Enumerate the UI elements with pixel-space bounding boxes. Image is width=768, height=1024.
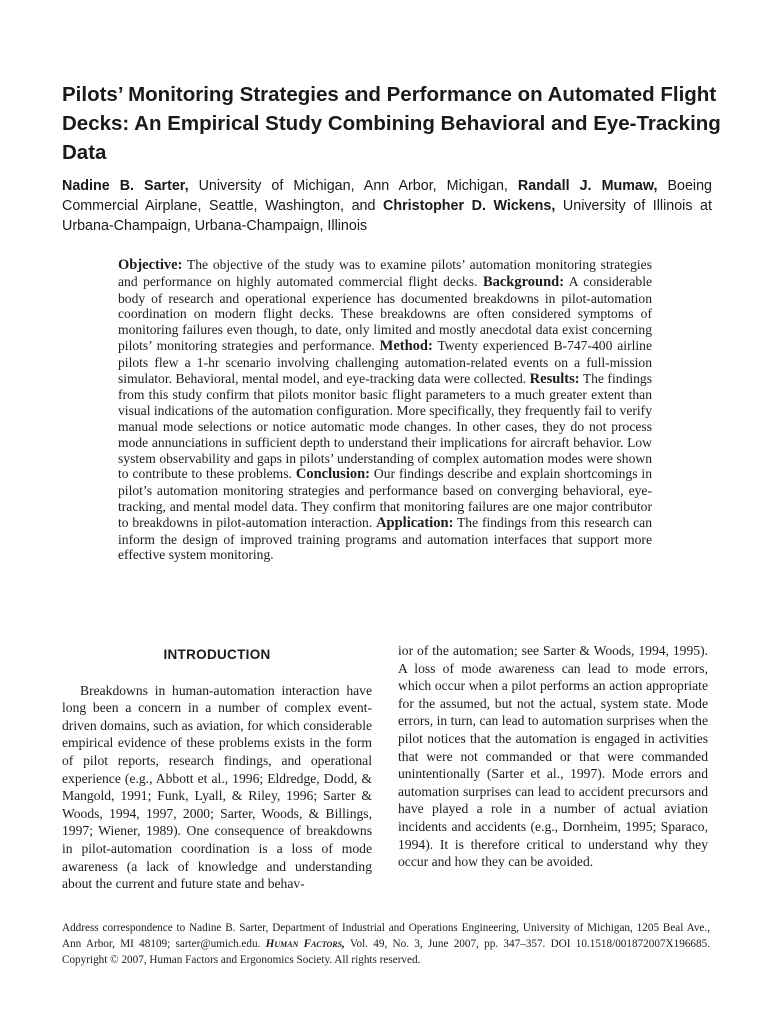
journal-name: Human Factors, [265,938,345,950]
footnote-address: Address correspondence to Nadine B. Sarter, Department of Industrial and Operations Engineering, University of Michigan, 1205 Beal Ave., Ann Arbor, MI 48109; sarter@umich.edu. [62,922,710,950]
author-name: Christopher D. Wickens, [383,198,556,214]
abstract-background-label: Background: [482,273,565,290]
abstract-method-text: Twenty experienced B-747-400 airline pilots flew a 1-hr scenario involving challenging automation-related events on a full-mission simulator. Behavioral, mental model, and eye-tracking data were collected. [118,337,652,386]
abstract-conclusion-label: Conclusion: [295,466,370,483]
author-affiliation: University of Michigan, Ann Arbor, Michigan, [188,178,518,194]
correspondence-footnote [62,920,710,968]
abstract [118,257,652,563]
abstract-objective-text: The objective of the study was to examine pilots’ automation monitoring strategies and performance on highly automated commercial flight decks. [118,257,652,289]
body-paragraph: ior of the automation; see Sarter & Woods, 1994, 1995). A loss of mode awareness can lead to mode errors, which occur when a pilot performs an action appropriate for the assumed, but not the actual, system state. Mode errors, in turn, can lead to automation surprises when the pilot notices that the automation is engaged in activities that were not commanded or that were commanded unintentionally (Sarter et al., 1997). Mode errors and automation surprises can lead to accident precursors and have played a role in a number of actual aviation incidents and accidents (e.g., Dornheim, 1995; Sparaco, 1994). It is therefore critical to understand why they occur and how they can be avoided. [398,643,708,870]
section-heading-introduction: INTRODUCTION [163,647,271,662]
author-affiliation: University of Illinois at Urbana-Champaign, Urbana-Champaign, Illinois [62,198,712,234]
author-name: Nadine B. Sarter, [62,178,189,194]
author-block [62,176,712,236]
author-name: Randall J. Mumaw, [517,178,658,194]
abstract-conclusion-text: Our findings describe and explain shortcomings in pilot’s automation monitoring strategies and performance based on converging behavioral, eye-tracking, and mental model data. They confirm that monitoring failures are one major contributor to breakdowns in pilot-automation interaction. [118,466,652,530]
abstract-objective-label: Objective: [118,257,183,273]
body-column-right [398,642,708,871]
abstract-method-label: Method: [379,337,433,354]
abstract-results-text: The findings from this study confirm that pilots monitor basic flight parameters to a much greater extent than visual indications of the automation configuration. More specifically, they frequently fail to verify manual mode selections or notice automatic mode changes. In other cases, they do not process mode annunciations in sufficient depth to understand their implications for aircraft behavior. Low system observability and gaps in pilots’ understanding of complex automation modes were shown to contribute to these problems. [118,370,652,482]
abstract-background-text: A considerable body of research and operational experience has documented breakdowns in pilot-automation coordination on modern flight decks. These breakdowns are often considered symptoms of monitoring failures even though, to date, only limited and mostly anecdotal data exist concerning pilots’ monitoring strategies and performance. [118,273,652,353]
abstract-application-text: The findings from this research can inform the design of improved training programs and automation interfaces that support more effective system monitoring. [118,514,652,563]
author-affiliation: Boeing Commercial Airplane, Seattle, Washington, and [62,178,712,214]
body-paragraph: Breakdowns in human-automation interaction have long been a concern in a number of complex event-driven domains, such as aviation, for which considerable empirical evidence of these problems exists in the form of pilot reports, research findings, and operational experience (e.g., Abbott et al., 1996; Eldredge, Dodd, & Mangold, 1991; Funk, Lyall, & Riley, 1996; Sarter & Woods, 1994, 1997, 2000; Sarter, Woods, & Billings, 1997; Wiener, 1989). One consequence of breakdowns in pilot-automation coordination is a loss of mode awareness (a lack of knowledge and understanding about the current and future state and behav- [62,682,372,892]
paper-title: Pilots’ Monitoring Strategies and Performance on Automated Flight Decks: An Empirical Study Combining Behavioral and Eye-Tracking Data [62,83,721,164]
abstract-application-label: Application: [376,514,454,531]
abstract-results-label: Results: [529,370,580,387]
footnote-citation: Vol. 49, No. 3, June 2007, pp. 347–357. DOI 10.1518/001872007X196685. Copyright © 2007, Human Factors and Ergonomics Society. All rights reserved. [62,938,710,966]
body-column-left [62,640,372,893]
